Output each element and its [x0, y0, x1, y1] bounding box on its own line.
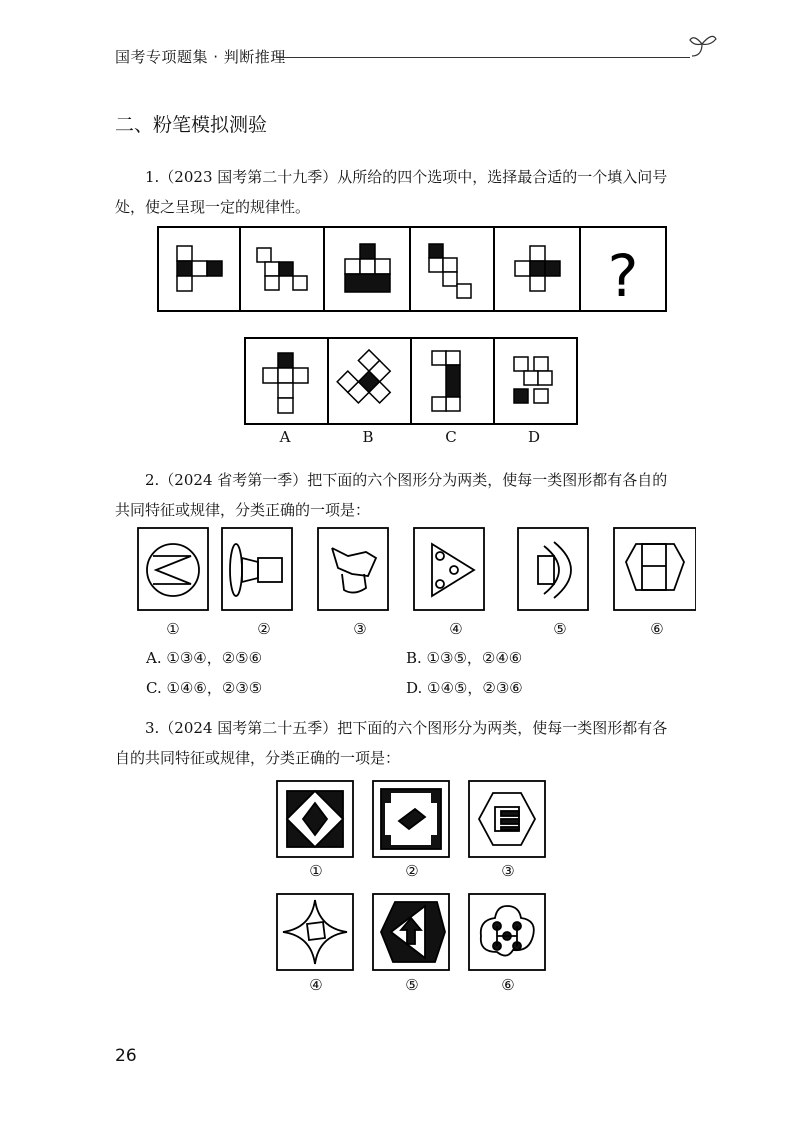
q2-option-c: C. ①④⑥，②③⑤	[146, 679, 263, 697]
q2-figure-label-4: ④	[449, 620, 463, 638]
q2-figure-label-3: ③	[353, 620, 367, 638]
question-1-line-1: 1.（2023 国考第二十九季）从所给的四个选项中，选择最合适的一个填入问号	[145, 168, 668, 186]
question-1-line-2: 处，使之呈现一定的规律性。	[115, 198, 311, 216]
q2-option-a: A. ①③④，②⑤⑥	[146, 649, 263, 667]
question-1-text	[115, 162, 715, 222]
q3-figure-label-4: ④	[309, 976, 323, 994]
q2-figure-label-2: ②	[257, 620, 271, 638]
running-header: 国考专项题集 · 判断推理	[115, 48, 286, 66]
option-label-a: A	[279, 428, 291, 446]
question-2-line-1: 2.（2024 省考第一季）把下面的六个图形分为两类，使每一类图形都有各自的	[145, 471, 668, 489]
sprout-icon	[688, 30, 718, 60]
q2-figure-label-5: ⑤	[553, 620, 567, 638]
option-label-d: D	[527, 428, 541, 446]
question-3-line-1: 3.（2024 国考第二十五季）把下面的六个图形分为两类，使每一类图形都有各	[145, 719, 668, 737]
q3-figure-label-3: ③	[501, 862, 515, 880]
question-1-sequence-figure	[157, 226, 667, 312]
q2-figure-label-1: ①	[166, 620, 180, 638]
q2-figure-label-6: ⑥	[650, 620, 664, 638]
section-title: 二、粉笔模拟测验	[115, 114, 268, 136]
option-label-b: B	[362, 428, 374, 446]
q3-figure-label-6: ⑥	[501, 976, 515, 994]
option-label-c: C	[445, 428, 457, 446]
question-3-figures-row-1	[275, 779, 551, 861]
q2-option-d: D. ①④⑤，②③⑥	[406, 679, 523, 697]
question-2-figures	[136, 526, 696, 616]
question-2-text	[115, 465, 715, 525]
header-rule	[276, 57, 690, 58]
question-mark: ?	[607, 242, 639, 310]
question-3-figures-row-2	[275, 892, 551, 974]
q2-option-b: B. ①③⑤，②④⑥	[406, 649, 523, 667]
q3-figure-label-5: ⑤	[405, 976, 419, 994]
question-3-text	[115, 713, 715, 773]
page-number: 26	[115, 1046, 137, 1066]
q3-figure-label-2: ②	[405, 862, 419, 880]
question-2-line-2: 共同特征或规律，分类正确的一项是：	[115, 501, 371, 519]
question-3-line-2: 自的共同特征或规律，分类正确的一项是：	[115, 749, 401, 767]
q3-figure-label-1: ①	[309, 862, 323, 880]
question-1-options-figure	[244, 337, 578, 425]
